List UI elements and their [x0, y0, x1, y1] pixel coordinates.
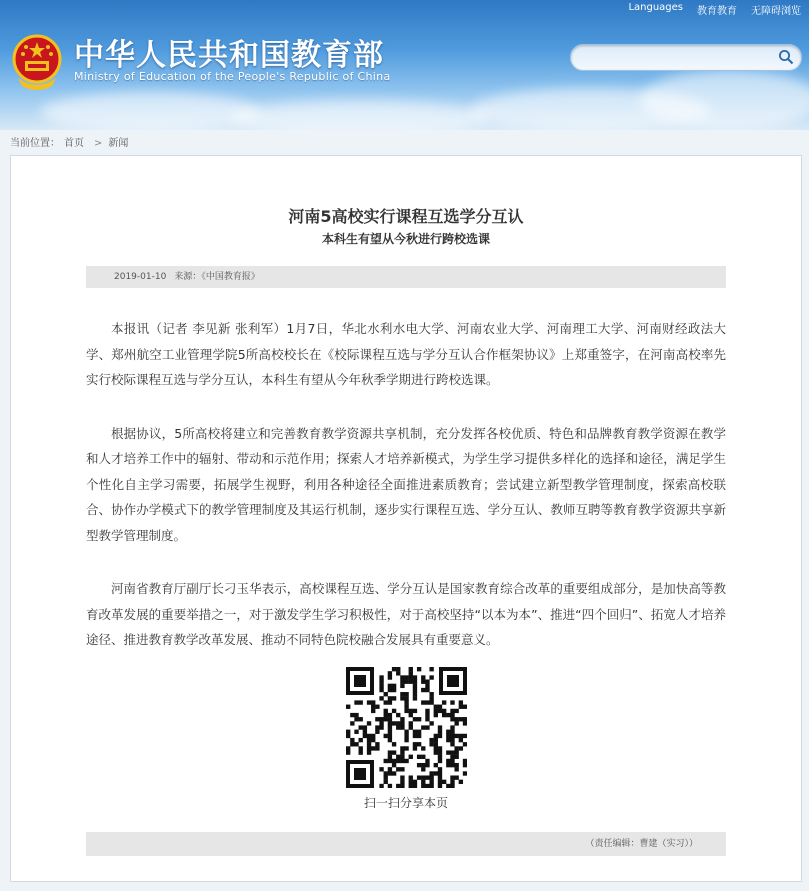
breadcrumb-current[interactable]: 新闻 [108, 138, 129, 149]
article-editor: （责任编辑：曹建（实习）） [585, 839, 698, 849]
top-links [628, 2, 801, 17]
editor-bar [86, 832, 726, 856]
breadcrumb-home[interactable]: 首页 [64, 138, 84, 149]
article-title: 河南5高校实行课程互选学分互认 [288, 207, 524, 226]
site-title: 中华人民共和国教育部 [74, 38, 384, 73]
qr-code-icon [346, 667, 467, 788]
article-subtitle: 本科生有望从今秋进行跨校选课 [321, 232, 490, 246]
article-paragraph: 河南省教育厅副厅长刁玉华表示，高校课程互选、学分互认是国家教育综合改革的重要组成部分，是加快高等教育改革发展的重要举措之一，对于激发学生学习积极性，对于高校坚持“以本为本”、推进“四个回归”、拓宽人才培养途径、推进教育教学改革发展、推动不同特色院校融合发展具有重要意义。 [86, 581, 726, 647]
article-body [86, 316, 726, 681]
site-header [0, 0, 809, 130]
search-input[interactable] [581, 45, 775, 70]
article-panel [10, 155, 802, 882]
accessibility-link[interactable]: 无障碍浏览 [751, 6, 801, 17]
breadcrumb-separator: > [94, 138, 103, 149]
article-source: 来源：《中国教育报》 [174, 272, 260, 282]
article-paragraph: 根据协议，5所高校将建立和完善教育教学资源共享机制，充分发挥各校优质、特色和品牌教育教学资源在教学和人才培养工作中的辐射、带动和示范作用；探索人才培养新模式，为学生学习提供多样化的选择和途径，满足学生个性化自主学习需要，拓展学生视野，利用各种途径全面推进素质教育；尝试建立新型教学管理制度，探索高校联合、协作办学模式下的教学管理制度及其运行机制，逐步实行课程互选、学分互认、教师互聘等教育教学资源共享新型教学管理制度。 [86, 425, 726, 543]
education-link[interactable]: 教育教育 [697, 6, 737, 17]
article-date: 2019-01-10 [114, 272, 167, 282]
site-title-english: Ministry of Education of the People's Republic of China [74, 70, 391, 83]
search-icon[interactable] [778, 49, 794, 65]
qr-caption: 扫一扫分享本页 [363, 796, 448, 810]
languages-link[interactable]: Languages [628, 2, 683, 13]
search-box [570, 44, 802, 71]
breadcrumb-prefix: 当前位置： [10, 138, 60, 149]
article-meta [86, 266, 726, 288]
article-paragraph: 本报讯（记者 李见新 张利军）1月7日，华北水利水电大学、河南农业大学、河南理工大学、河南财经政法大学、郑州航空工业管理学院5所高校校长在《校际课程互选与学分互认合作框架协议》上郑重签字，在河南高校率先实行校际课程互选与学分互认，本科生有望从今年秋季学期进行跨校选课。 [86, 321, 726, 387]
breadcrumb [10, 134, 132, 149]
national-emblem-icon [12, 34, 62, 90]
